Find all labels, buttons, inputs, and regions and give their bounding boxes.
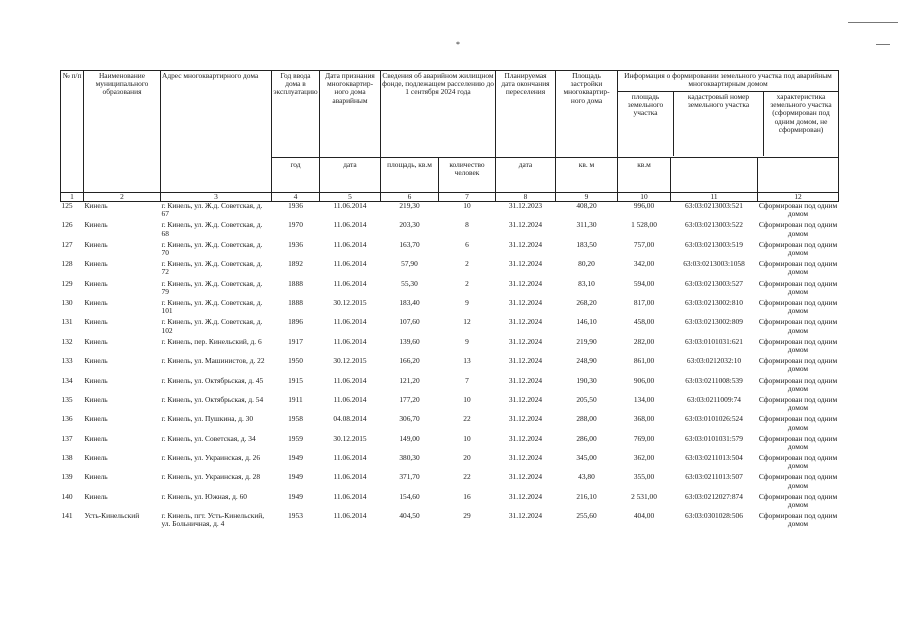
row-building-area: 268,20 [576, 297, 597, 307]
row-date-emergency: 30.12.2015 [333, 356, 367, 366]
row-emergency-area: 183,40 [399, 297, 420, 307]
row-number: 137 [61, 433, 73, 443]
row-people-count: 2 [465, 259, 469, 269]
row-people-count: 20 [463, 453, 471, 463]
row-people-count: 16 [463, 491, 471, 501]
table-row [61, 435, 839, 454]
table-row [61, 260, 839, 279]
table-row [61, 357, 839, 376]
row-number: 141 [61, 511, 73, 521]
row-number: 125 [61, 201, 73, 210]
row-address: г. Кинель, пер. Кинельский, д. 6 [161, 336, 262, 346]
row-number: 136 [61, 414, 73, 424]
row-municipality: Усть-Кинельский [84, 511, 140, 521]
row-people-count: 10 [463, 394, 471, 404]
row-address: г. Кинель, ул. Пушкина, д. 30 [161, 414, 254, 424]
row-year-built: 1949 [288, 491, 303, 501]
row-emergency-area: 139,60 [399, 336, 420, 346]
column-number: 4 [272, 193, 320, 202]
row-address: г. Кинель, ул. Ж.д. Советская, д. 101 [161, 297, 263, 316]
row-people-count: 2 [465, 278, 469, 288]
header-building-area: Площадь застройки многоквартир-ного дома [556, 71, 618, 158]
row-people-count: 12 [463, 317, 471, 327]
row-planned-end: 31.12.2024 [508, 317, 543, 327]
row-people-count: 10 [463, 201, 471, 210]
row-year-built: 1892 [288, 259, 303, 269]
row-land-characteristic: Сформирован под одним домом [758, 375, 838, 393]
row-people-count: 9 [465, 297, 469, 307]
row-land-characteristic: Сформирован под одним домом [758, 491, 838, 510]
row-municipality: Кинель [84, 375, 108, 385]
row-cadastral-number: 63:03:0211009:74 [687, 394, 741, 404]
row-municipality: Кинель [84, 453, 108, 463]
row-number: 131 [61, 317, 73, 327]
header-land-info-title: Информация о формировании земельного участка под аварийным многоквартирным домом [618, 71, 838, 92]
row-number: 128 [61, 259, 73, 269]
row-year-built: 1959 [288, 433, 303, 443]
row-number: 135 [61, 394, 73, 404]
row-cadastral-number: 63:03:0211013:504 [685, 453, 743, 463]
row-cadastral-number: 63:03:0101026:524 [685, 414, 743, 424]
row-land-characteristic: Сформирован под одним домом [758, 278, 838, 296]
row-cadastral-number: 63:03:0213002:809 [685, 317, 743, 327]
row-building-area: 83,10 [578, 278, 595, 288]
row-planned-end: 31.12.2024 [508, 356, 543, 366]
row-building-area: 146,10 [576, 317, 597, 327]
row-cadastral-number: 63:03:0301028:506 [685, 511, 743, 521]
column-number: 9 [556, 193, 618, 202]
row-land-area: 134,00 [633, 394, 655, 404]
row-municipality: Кинель [84, 491, 108, 501]
row-building-area: 408,20 [576, 201, 597, 210]
unit-empty [758, 158, 839, 193]
column-number: 8 [496, 193, 556, 202]
row-number: 133 [61, 356, 73, 366]
row-date-emergency: 11.06.2014 [333, 201, 367, 210]
column-number: 5 [320, 193, 381, 202]
row-land-area: 996,00 [633, 201, 655, 210]
table-row [61, 473, 839, 492]
row-land-area: 817,00 [633, 297, 655, 307]
header-cadastral: кадастровый номер земельного участка [674, 92, 764, 156]
row-year-built: 1936 [288, 239, 303, 249]
row-land-characteristic: Сформирован под одним домом [758, 453, 838, 471]
row-municipality: Кинель [84, 297, 108, 307]
header-date-emergency: Дата признания многоквартир-ного дома аварийным [320, 71, 381, 158]
table-row [61, 280, 839, 299]
row-emergency-area: 404,50 [399, 511, 420, 521]
unit-date: дата [320, 158, 381, 193]
row-address: г. Кинель, ул. Октябрьская, д. 45 [161, 375, 264, 385]
row-planned-end: 31.12.2024 [508, 511, 543, 521]
row-number: 139 [61, 472, 73, 482]
row-number: 127 [61, 239, 73, 249]
row-municipality: Кинель [84, 356, 108, 366]
row-people-count: 22 [463, 472, 471, 482]
row-year-built: 1888 [288, 297, 303, 307]
row-cadastral-number: 63:03:0212032:10 [686, 356, 742, 366]
column-number: 1 [61, 193, 84, 202]
row-municipality: Кинель [84, 220, 108, 230]
row-municipality: Кинель [84, 336, 108, 346]
row-date-emergency: 11.06.2014 [333, 472, 367, 482]
row-date-emergency: 11.06.2014 [333, 239, 367, 249]
row-land-area: 861,00 [633, 356, 655, 366]
row-emergency-area: 121,20 [399, 375, 420, 385]
row-date-emergency: 11.06.2014 [333, 336, 367, 346]
row-date-emergency: 11.06.2014 [333, 259, 367, 269]
row-municipality: Кинель [84, 394, 108, 404]
row-land-characteristic: Сформирован под одним домом [758, 259, 838, 277]
row-people-count: 13 [463, 356, 471, 366]
table-row [61, 318, 839, 337]
table-row [61, 221, 839, 240]
row-year-built: 1958 [288, 414, 303, 424]
unit-plan-date: дата [496, 158, 556, 193]
row-address: г. Кинель, ул. Советская, д. 34 [161, 433, 256, 443]
row-municipality: Кинель [84, 278, 108, 288]
row-people-count: 29 [463, 511, 471, 521]
row-number: 132 [61, 336, 73, 346]
column-number: 10 [618, 193, 671, 202]
row-cadastral-number: 63:03:0213003:519 [685, 239, 743, 249]
row-land-area: 458,00 [633, 317, 655, 327]
unit-people: количество человек [439, 158, 496, 193]
row-address: г. Кинель, ул. Ж.д. Советская, д. 67 [161, 201, 263, 219]
column-number: 7 [439, 193, 496, 202]
row-year-built: 1911 [288, 394, 303, 404]
table-row [61, 202, 839, 222]
row-land-area: 368,00 [633, 414, 655, 424]
row-emergency-area: 57,90 [401, 259, 418, 269]
table-body [61, 202, 839, 532]
row-building-area: 205,50 [576, 394, 597, 404]
row-date-emergency: 11.06.2014 [333, 375, 367, 385]
scan-artifact [848, 22, 898, 23]
row-date-emergency: 30.12.2015 [333, 297, 367, 307]
row-planned-end: 31.12.2024 [508, 259, 543, 269]
row-planned-end: 31.12.2024 [508, 220, 543, 230]
row-land-characteristic: Сформирован под одним домом [758, 433, 838, 451]
table-row [61, 299, 839, 318]
table-row [61, 396, 839, 415]
row-building-area: 219,90 [576, 336, 597, 346]
row-building-area: 288,00 [576, 414, 597, 424]
row-number: 134 [61, 375, 73, 385]
unit-empty [671, 158, 758, 193]
row-planned-end: 31.12.2024 [508, 394, 543, 404]
row-year-built: 1917 [288, 336, 303, 346]
row-land-area: 906,00 [633, 375, 655, 385]
row-emergency-area: 306,70 [399, 414, 420, 424]
row-planned-end: 31.12.2024 [508, 278, 543, 288]
row-cadastral-number: 63:03:0213003:522 [685, 220, 743, 230]
row-year-built: 1953 [288, 511, 303, 521]
row-emergency-area: 163,70 [399, 239, 420, 249]
scan-artifact [876, 44, 890, 45]
column-number: 3 [161, 192, 271, 201]
row-land-characteristic: Сформирован под одним домом [758, 511, 838, 529]
row-address: г. Кинель, ул. Украинская, д. 26 [161, 453, 261, 463]
row-date-emergency: 11.06.2014 [333, 511, 367, 521]
row-year-built: 1936 [288, 201, 303, 210]
row-people-count: 6 [465, 239, 469, 249]
row-number: 126 [61, 220, 73, 230]
row-year-built: 1970 [288, 220, 303, 230]
row-people-count: 10 [463, 433, 471, 443]
row-municipality: Кинель [84, 259, 108, 269]
header-municipality: Наименование муниципального образования [84, 71, 161, 193]
header-land-subheaders [618, 92, 838, 156]
row-land-characteristic: Сформирован под одним домом [758, 336, 838, 354]
row-year-built: 1915 [288, 375, 303, 385]
row-cadastral-number: 63:03:0211013:507 [685, 472, 743, 482]
row-date-emergency: 04.08.2014 [333, 414, 367, 424]
unit-area: площадь, кв.м [381, 158, 439, 193]
row-address: г. Кинель, ул. Октябрьская, д. 54 [161, 394, 264, 404]
row-date-emergency: 11.06.2014 [333, 317, 367, 327]
row-address: г. Кинель, ул. Южная, д. 60 [161, 491, 247, 501]
row-cadastral-number: 63:03:0101031:579 [685, 433, 743, 443]
row-address: г. Кинель, ул. Ж.д. Советская, д. 102 [161, 317, 263, 335]
table-row [61, 512, 839, 531]
table-row [61, 241, 839, 260]
row-date-emergency: 11.06.2014 [333, 278, 367, 288]
row-address: г. Кинель, ул. Ж.д. Советская, д. 72 [161, 259, 263, 277]
row-people-count: 8 [465, 220, 469, 230]
row-land-area: 2 531,00 [631, 491, 657, 501]
row-cadastral-number: 63:03:0212027:874 [685, 491, 743, 501]
row-year-built: 1949 [288, 472, 303, 482]
header-year-built: Год ввода дома в эксплуатацию [272, 71, 320, 158]
row-planned-end: 31.12.2024 [508, 453, 543, 463]
row-date-emergency: 11.06.2014 [333, 491, 367, 501]
row-land-area: 1 528,00 [631, 220, 657, 230]
row-municipality: Кинель [84, 239, 108, 249]
row-building-area: 286,00 [576, 433, 597, 443]
row-planned-end: 31.12.2024 [508, 239, 543, 249]
row-people-count: 7 [465, 375, 469, 385]
row-planned-end: 31.12.2024 [508, 336, 543, 346]
row-land-area: 404,00 [633, 511, 655, 521]
row-address: г. Кинель, ул. Ж.д. Советская, д. 68 [161, 220, 263, 238]
row-address: г. Кинель, ул. Машинистов, д. 22 [161, 356, 265, 366]
row-land-characteristic: Сформирован под одним домом [758, 220, 838, 238]
row-planned-end: 31.12.2023 [508, 201, 543, 210]
row-land-area: 355,00 [633, 472, 655, 482]
row-land-characteristic: Сформирован под одним домом [758, 317, 838, 335]
column-number: 12 [758, 193, 839, 202]
row-emergency-area: 371,70 [399, 472, 420, 482]
row-municipality: Кинель [84, 317, 108, 327]
row-emergency-area: 55,30 [401, 278, 418, 288]
row-cadastral-number: 63:03:0213003:521 [685, 201, 743, 210]
row-building-area: 255,60 [576, 511, 597, 521]
row-emergency-area: 177,20 [399, 394, 420, 404]
row-people-count: 9 [465, 336, 469, 346]
row-planned-end: 31.12.2024 [508, 375, 543, 385]
row-building-area: 216,10 [576, 491, 597, 501]
unit-year: год [272, 158, 320, 193]
row-municipality: Кинель [84, 414, 108, 424]
row-land-area: 362,00 [633, 453, 655, 463]
row-planned-end: 31.12.2024 [508, 414, 543, 424]
row-cadastral-number: 63:03:0213003:1058 [683, 259, 745, 269]
row-land-characteristic: Сформирован под одним домом [758, 239, 838, 257]
row-municipality: Кинель [84, 433, 108, 443]
row-date-emergency: 11.06.2014 [333, 220, 367, 230]
row-land-area: 757,00 [633, 239, 655, 249]
row-building-area: 43,80 [578, 472, 595, 482]
header-address: Адрес многоквартирного дома 3 [161, 71, 272, 202]
row-planned-end: 31.12.2024 [508, 433, 543, 443]
header-planned-end: Планируемая дата окончания переселения [496, 71, 556, 158]
row-date-emergency: 11.06.2014 [333, 394, 367, 404]
row-year-built: 1888 [288, 278, 303, 288]
row-planned-end: 31.12.2024 [508, 297, 543, 307]
row-land-characteristic: Сформирован под одним домом [758, 356, 838, 374]
row-land-characteristic: Сформирован под одним домом [758, 201, 838, 219]
table-row [61, 415, 839, 434]
row-land-characteristic: Сформирован под одним домом [758, 472, 838, 490]
row-emergency-area: 203,30 [399, 220, 420, 230]
row-cadastral-number: 63:03:0213002:810 [685, 297, 743, 307]
row-land-area: 594,00 [633, 278, 655, 288]
row-date-emergency: 30.12.2015 [333, 433, 367, 443]
table-row [61, 377, 839, 396]
row-planned-end: 31.12.2024 [508, 472, 543, 482]
row-municipality: Кинель [84, 472, 108, 482]
table-row [61, 338, 839, 357]
header-land-info [618, 71, 839, 158]
row-number: 140 [61, 491, 73, 501]
table-row [61, 454, 839, 473]
row-number: 138 [61, 453, 73, 463]
unit-land-area: кв.м [618, 158, 671, 193]
row-number: 129 [61, 278, 73, 288]
unit-build-area: кв. м [556, 158, 618, 193]
row-cadastral-number: 63:03:0213003:527 [685, 278, 743, 288]
header-num: № п/п [61, 71, 84, 193]
row-land-characteristic: Сформирован под одним домом [758, 394, 838, 413]
row-cadastral-number: 63:03:0211008:539 [685, 375, 743, 385]
page-mark: * [456, 40, 460, 49]
row-building-area: 345,00 [576, 453, 597, 463]
row-building-area: 190,30 [576, 375, 597, 385]
row-address: г. Кинель, пгт. Усть-Кинельский, ул. Больничная, д. 4 [161, 511, 265, 529]
row-year-built: 1949 [288, 453, 303, 463]
row-emergency-area: 154,60 [399, 491, 420, 501]
column-number: 6 [381, 193, 439, 202]
column-number: 11 [671, 193, 758, 202]
row-building-area: 248,90 [576, 356, 597, 366]
emergency-housing-table [60, 70, 839, 532]
row-planned-end: 31.12.2024 [508, 491, 543, 501]
row-land-characteristic: Сформирован под одним домом [758, 297, 838, 316]
row-emergency-area: 166,20 [399, 356, 420, 366]
row-cadastral-number: 63:03:0101031:621 [685, 336, 743, 346]
header-emergency-fund: Сведения об аварийном жилищном фонде, подлежащем расселению до 1 сентября 2024 года [381, 71, 496, 158]
row-number: 130 [61, 297, 73, 307]
row-building-area: 311,30 [576, 220, 597, 230]
row-people-count: 22 [463, 414, 471, 424]
row-emergency-area: 380,30 [399, 453, 420, 463]
row-address: г. Кинель, ул. Украинская, д. 28 [161, 472, 261, 482]
row-emergency-area: 107,60 [399, 317, 420, 327]
row-year-built: 1896 [288, 317, 303, 327]
row-emergency-area: 219,30 [399, 201, 420, 210]
row-land-characteristic: Сформирован под одним домом [758, 414, 838, 432]
row-building-area: 183,50 [576, 239, 597, 249]
header-land-area: площадь земельного участка [618, 92, 674, 156]
row-building-area: 80,20 [578, 259, 595, 269]
row-municipality: Кинель [84, 201, 108, 210]
row-year-built: 1950 [288, 356, 303, 366]
column-number: 2 [84, 193, 161, 202]
row-land-area: 282,00 [633, 336, 655, 346]
table-row [61, 493, 839, 512]
row-address: г. Кинель, ул. Ж.д. Советская, д. 79 [161, 278, 263, 296]
row-land-area: 342,00 [633, 259, 655, 269]
row-land-area: 769,00 [633, 433, 655, 443]
row-emergency-area: 149,00 [399, 433, 420, 443]
row-date-emergency: 11.06.2014 [333, 453, 367, 463]
header-land-char: характеристика земельного участка (сформирован под одним домом, не сформирован) [770, 92, 832, 134]
row-address: г. Кинель, ул. Ж.д. Советская, д. 70 [161, 239, 263, 257]
